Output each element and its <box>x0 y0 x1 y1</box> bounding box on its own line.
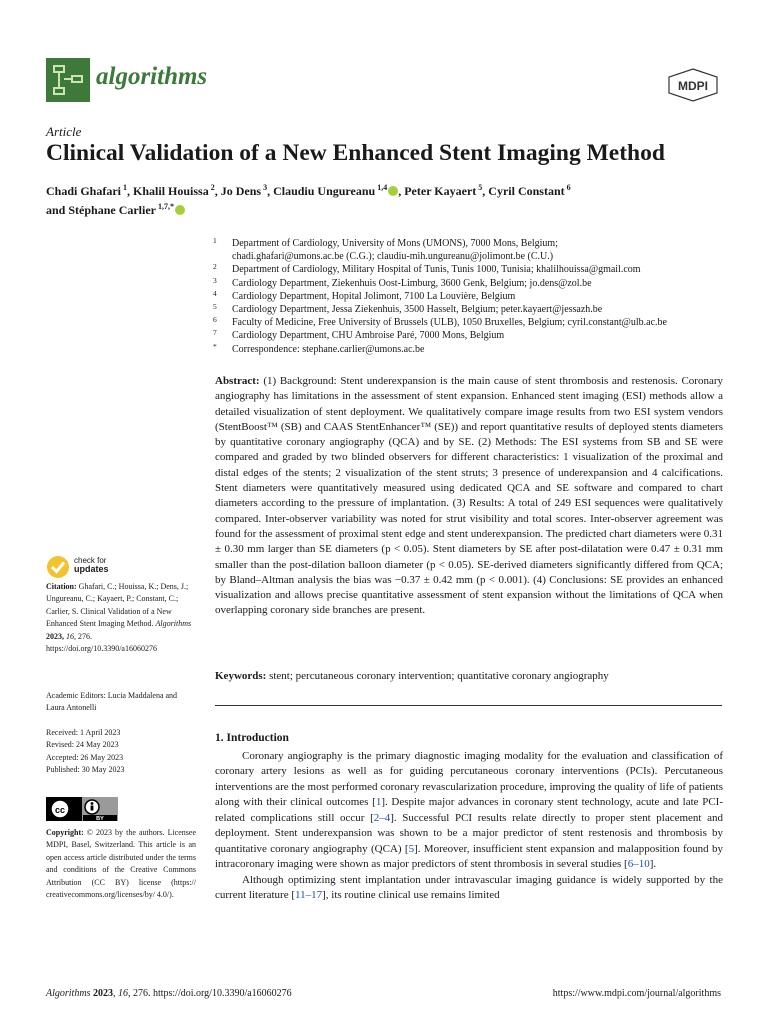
intro-paragraph-2 <box>215 873 723 904</box>
author-affiliation-marker: 6 <box>564 183 571 192</box>
reference-link[interactable]: 11–17 <box>295 889 323 902</box>
affiliation-number: 3 <box>213 275 217 285</box>
flowchart-icon <box>46 58 90 102</box>
creative-commons-icon <box>46 797 118 821</box>
citation-journal: Algorithms <box>155 619 192 629</box>
paragraph-text: Although optimizing stent implantation under intravascular imaging guidance is widely supported by the current literature [ <box>215 873 723 902</box>
affiliation-text: Cardiology Department, Ziekenhuis Oost-Limburg, 3600 Genk, Belgium; jo.dens@zol.be <box>232 277 592 289</box>
academic-editors: Academic Editors: Lucia Maddalena and Laura Antonelli <box>46 691 178 713</box>
keywords-text: stent; percutaneous coronary intervention; quantitative coronary angiography <box>266 670 609 682</box>
footer-doi[interactable]: , 276. https://doi.org/10.3390/a16060276 <box>127 988 292 999</box>
section-divider <box>215 705 722 706</box>
orcid-icon[interactable] <box>388 186 398 196</box>
citation-text: Ghafari, C.; Houissa, K.; Dens, J.; Ungureanu, C.; Kayaert, P.; Constant, C.; Carlier, S. Clinical Validation of a New Enhanced Stent Imaging Method. <box>46 582 189 629</box>
affiliation-list <box>210 237 730 356</box>
published-date: Published: 30 May 2023 <box>46 765 125 775</box>
affiliation-item <box>210 263 730 276</box>
author-name: Peter Kayaert <box>404 184 477 198</box>
affiliation-text: Department of Cardiology, University of Mons (UMONS), 7000 Mons, Belgium; <box>232 238 558 249</box>
journal-logo <box>46 58 90 102</box>
author-name: and Stéphane Carlier <box>46 203 157 217</box>
affiliation-number: * <box>213 341 217 351</box>
affiliation-number: 6 <box>213 315 217 325</box>
affiliation-item <box>210 343 730 356</box>
journal-name: algorithms <box>96 63 208 90</box>
accepted-date: Accepted: 26 May 2023 <box>46 752 124 762</box>
author-affiliation-marker: 5 <box>476 183 483 192</box>
check-updates-line2: updates <box>74 564 109 574</box>
footer-citation: Algorithms 2023, 16, 276. https://doi.org/10.3390/a16060276 <box>46 988 292 999</box>
copyright-block <box>46 827 196 901</box>
cc-license-badge[interactable] <box>46 797 118 821</box>
affiliation-number: 2 <box>213 262 217 272</box>
intro-paragraph-1 <box>215 749 723 873</box>
author-affiliation-marker: 3 <box>261 183 268 192</box>
reference-link[interactable]: 2–4 <box>373 811 391 824</box>
paragraph-text: Coronary angiography is the primary diagnostic imaging modality for the evaluation and classification of coronary artery lesions as well as for guiding percutaneous coronary interventions (PCIs). Percutaneous interventions are the most performed coronary revascularization procedure, improving the quality of life of patients along with their clinical outcomes [ <box>215 750 723 809</box>
citation-volume: 16 <box>66 631 74 641</box>
affiliation-text: Correspondence: stephane.carlier@umons.ac.be <box>232 343 425 355</box>
affiliation-number: 1 <box>213 236 217 245</box>
author-affiliation-marker: 1,7,* <box>156 202 175 211</box>
check-updates-line1: check for <box>74 556 107 565</box>
affiliation-number: 4 <box>213 288 217 298</box>
affiliation-item <box>210 329 730 342</box>
received-date: Received: 1 April 2023 <box>46 728 121 737</box>
section-heading: 1. Introduction <box>215 732 289 744</box>
citation-label: Citation: <box>46 582 77 591</box>
footer-journal: Algorithms <box>46 988 91 999</box>
author-affiliation-marker: 2 <box>208 183 215 192</box>
citation-year: 2023, <box>46 631 66 641</box>
affiliation-item <box>210 277 730 290</box>
paragraph-text: ]. <box>649 858 657 871</box>
abstract-text: (1) Background: Stent underexpansion is the main cause of stent thrombosis and restenosis. Coronary angiography has limitations in the assessment of stent expansion. Enhanced stent imaging (ESI) methods allow a detailed visualization of stent deployment. We qualitatively compare image results from two ESI system vendors (StentBoost™ (SB) and CAAS StentEnhancer™ (SE)) and report quantitative results of deployed stents diameters by quantitative coronary angiography (QCA) and by SE. (2) Methods: The ESI systems from SB and SE were compared and graded by two blinded observers for different characteristics: 1 visualization of the proximal and distal edges of the stents; 2 visualization of the stent struts; 3 presence of underexpansion and 4 calcifications. Stent diameters were quantitatively measured using dedicated QCA and SE software and compared to chart diameters according to the pressure of implantation. (3) Results: A total of 249 ESI sequences were qualitatively compared. Inter-observer variability was noted for strut visibility and total scores. Inter-observer agreement was found for the assessment of proximal stent edge and stent underexpansion. The predicted chart diameters were 0.31 ± 0.30 mm larger than SE diameters (p < 0.05). Stent diameters by SE after post-dilatation were 0.47 ± 0.31 mm smaller than the post-dilation balloon diameter (p < 0.05). SE-derived diameters significantly differed from QCA; by Bland–Altman analysis the bias was −0.37 ± 0.42 mm (p < 0.001). (4) Conclusions: SE provides an enhanced visualization and allows precise quantitative assessment of stent expansion without the limitations of QCA when overlapping coronary side branches are present. <box>215 375 723 617</box>
svg-text:cc: cc <box>54 805 66 815</box>
author-name: Khalil Houissa <box>133 184 209 198</box>
introduction <box>215 749 723 904</box>
affiliation-number: 7 <box>213 328 217 338</box>
author-name: Claudiu Ungureanu <box>273 184 376 198</box>
affiliation-text: Department of Cardiology, Military Hospital of Tunis, Tunis 1000, Tunisia; khalilhouissa@gmail.com <box>232 264 641 276</box>
publication-dates <box>46 727 196 777</box>
reference-link[interactable]: 5 <box>408 842 415 855</box>
paragraph-text: ]. Despite major advances in coronary stent technology, acute and late PCI-related complications still occur [ <box>215 796 723 824</box>
author-name: Chadi Ghafari <box>46 184 122 198</box>
author-affiliation-marker: 1 <box>121 183 128 192</box>
publisher-logo <box>667 68 719 102</box>
keywords-label: Keywords: <box>215 670 267 682</box>
revised-date: Revised: 24 May 2023 <box>46 740 119 750</box>
affiliation-item <box>210 316 730 329</box>
license-badge-label: BY <box>96 816 104 821</box>
article-type: Article <box>46 124 82 139</box>
footer-journal-url[interactable]: https://www.mdpi.com/journal/algorithms <box>552 988 721 999</box>
check-updates-icon <box>46 555 70 579</box>
author-list: Chadi Ghafari $^1$, Khalil Houissa $^2$, Jo Dens $^3$, Claudiu Ungureanu $^{1,4}$ , Peter Kayaert $^5$, Cyril Constant $^6$ and Stéphane Carlier $^{1,7,*}$ <box>46 183 571 217</box>
copyright-text: © 2023 by the authors. Licensee MDPI, Basel, Switzerland. This article is an open access article distributed under the terms and conditions of the Creative Commons Attribution (CC BY) license (https:// creativecommons.org/licenses/by/ 4.0/). <box>46 828 196 900</box>
keywords <box>215 670 723 682</box>
abstract <box>215 374 723 619</box>
author-name: Cyril Constant <box>488 184 565 198</box>
mdpi-logo-icon <box>667 68 719 102</box>
affiliation-number: 5 <box>213 302 217 312</box>
reference-link[interactable]: 6–10 <box>627 858 650 871</box>
paragraph-text: ], its routine clinical use remains limited <box>322 889 500 902</box>
affiliation-item <box>210 303 730 316</box>
author-affiliation-marker: 1,4 <box>375 183 388 192</box>
paragraph-text: ]. Successful PCI results relate directly to proper stent placement and deployment. Stent underexpansion was shown to be a major predictor of stent restenosis and thrombosis by quantitative coronary angiography (QCA) [ <box>215 811 723 855</box>
paragraph-text: ]. Moreover, insufficient stent expansion and malapposition found by intracoronary imaging were shown as major predictors of stent thrombosis in several studies [ <box>215 842 723 871</box>
citation-doi[interactable]: , 276. https://doi.org/10.3390/a16060276 <box>46 631 157 654</box>
orcid-icon[interactable] <box>175 205 185 215</box>
author-name: Jo Dens <box>220 184 262 198</box>
affiliation-text: Cardiology Department, CHU Ambroise Paré, 7000 Mons, Belgium <box>232 330 505 342</box>
footer-year: 2023 <box>90 988 113 999</box>
footer-volume: 16 <box>117 988 128 999</box>
reference-link[interactable]: 1 <box>375 796 382 809</box>
abstract-label: Abstract: <box>215 375 260 387</box>
affiliation-text: Cardiology Department, Hopital Jolimont, 7100 La Louvière, Belgium <box>232 290 516 302</box>
paper-title: Clinical Validation of a New Enhanced Stent Imaging Method <box>46 140 665 166</box>
affiliation-text: Faculty of Medicine, Free University of Brussels (ULB), 1050 Bruxelles, Belgium; cyril.constant@ulb.ac.be <box>232 317 667 329</box>
affiliation-text: Cardiology Department, Jessa Ziekenhuis, 3500 Hasselt, Belgium; peter.kayaert@jessazh.be <box>232 304 603 316</box>
affiliation-item <box>210 250 730 263</box>
publisher-name: MDPI <box>678 79 708 93</box>
affiliation-text: chadi.ghafari@umons.ac.be (C.G.); claudiu-mih.ungureanu@jolimont.be (C.U.) <box>232 251 554 263</box>
affiliation-item <box>210 237 730 250</box>
copyright-label: Copyright: <box>46 828 84 837</box>
affiliation-item <box>210 290 730 303</box>
citation-block <box>46 581 196 655</box>
